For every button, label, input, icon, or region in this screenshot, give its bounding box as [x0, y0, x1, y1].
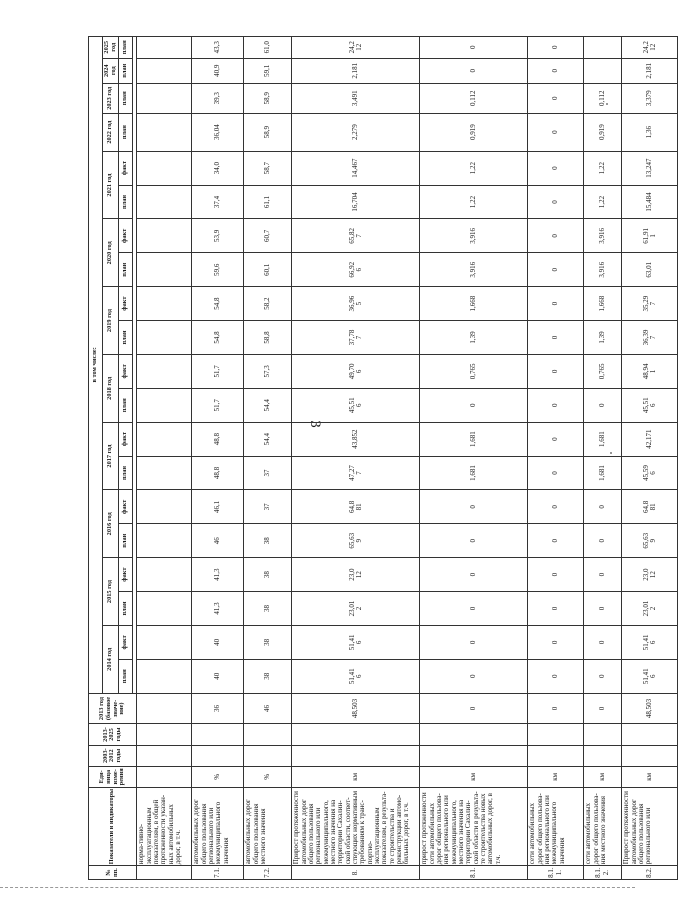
value-cell: 61,1 [244, 185, 292, 219]
row-number-cell: 8.1. [420, 866, 528, 880]
col-header-in-that-number: в том числе: [89, 37, 103, 694]
value-cell [584, 37, 622, 59]
value-cell: 66,92 6 [292, 253, 420, 287]
period-2003-2012-cell [622, 745, 678, 766]
year-header: 2016 год [103, 490, 119, 558]
value-cell: 59,1 [244, 58, 292, 83]
value-cell [137, 558, 192, 592]
value-cell: 38 [244, 659, 292, 693]
indicator-cell: норма-тивно-эксплуатационным показателям, в общей протяженности указан-ных автомобильных дорог, в т.ч. [137, 787, 192, 865]
value-cell: 13,247 [622, 151, 678, 185]
value-cell: 37,78 7 [292, 321, 420, 355]
value-cell: 35,29 7 [622, 287, 678, 321]
scan-speck [606, 103, 608, 105]
value-cell: 0 [420, 625, 528, 659]
value-cell: 16,704 [292, 185, 420, 219]
value-cell: 64,8 81 [292, 490, 420, 524]
row-number-cell: 8. [292, 866, 420, 880]
value-cell: 63,01 [622, 253, 678, 287]
table-row [137, 37, 192, 880]
value-cell: 40 [192, 625, 244, 659]
table-row [622, 37, 678, 880]
value-cell: 37,4 [192, 185, 244, 219]
value-cell: 60,7 [244, 219, 292, 253]
value-cell [137, 113, 192, 151]
value-cell: 0 [528, 321, 584, 355]
value-cell [137, 456, 192, 490]
period-2003-2012-cell [192, 745, 244, 766]
period-2003-2012-cell [244, 745, 292, 766]
value-cell: 14,467 [292, 151, 420, 185]
value-cell: 24,2 12 [622, 37, 678, 59]
plan-header: план [119, 456, 133, 490]
value-cell: 0 [584, 490, 622, 524]
period-2003-2012-cell [528, 745, 584, 766]
period-2003-2012-cell [420, 745, 528, 766]
value-cell: 42,171 [622, 422, 678, 456]
value-cell: 0 [528, 37, 584, 59]
unit-cell: км [420, 766, 528, 787]
value-cell: 0 [528, 659, 584, 693]
value-cell: 65,63 9 [292, 524, 420, 558]
value-cell: 3,916 [584, 253, 622, 287]
value-cell: 37 [244, 456, 292, 490]
value-cell: 3,379 [622, 83, 678, 113]
value-cell: 40 [192, 659, 244, 693]
value-cell: 54,4 [244, 422, 292, 456]
year-header: 2014 год [103, 625, 119, 693]
value-cell: 51,41 6 [622, 659, 678, 693]
value-cell [137, 58, 192, 83]
value-cell: 46,1 [192, 490, 244, 524]
scan-speck [610, 452, 612, 454]
value-cell: 2,181 [622, 58, 678, 83]
plan-header: план [119, 83, 133, 113]
value-cell: 39,3 [192, 83, 244, 113]
table-body [137, 37, 678, 880]
value-cell: 23,01 2 [292, 592, 420, 626]
indicator-cell: сети автомобильных дорог общего пользова-ния местного значения [584, 787, 622, 865]
value-cell: 0 [528, 253, 584, 287]
value-cell [137, 592, 192, 626]
value-cell: 41,3 [192, 592, 244, 626]
value-cell: 58,7 [244, 151, 292, 185]
plan-header: план [119, 253, 133, 287]
value-cell: 1,22 [420, 185, 528, 219]
year-header: 2021 год [103, 151, 119, 219]
fact-header: факт [119, 287, 133, 321]
base-2013-cell: 48,503 [622, 693, 678, 724]
indicator-cell: сети автомобильных дорог общего пользова-ния регионального или межмуниципального значения [528, 787, 584, 865]
base-2013-cell: 0 [584, 693, 622, 724]
value-cell: 0 [584, 625, 622, 659]
value-cell: 0 [528, 558, 584, 592]
value-cell: 51,41 6 [292, 625, 420, 659]
value-cell: 0,919 [584, 113, 622, 151]
value-cell [137, 253, 192, 287]
value-cell: 0 [528, 388, 584, 422]
value-cell: 49,70 6 [292, 354, 420, 388]
value-cell: 0 [420, 58, 528, 83]
row-number-cell: 7.1. [192, 866, 244, 880]
period-2013-2025-cell [528, 724, 584, 745]
unit-cell: % [192, 766, 244, 787]
plan-header: план [119, 321, 133, 355]
value-cell: 0 [528, 456, 584, 490]
value-cell [137, 354, 192, 388]
indicator-cell: Прирост протяженности автомобильных дорог общего пользования регионального или межмуниципального, местного значения на территории Сахалин-ской области, соответ-ствующих нормативным требованиям к транс-портно-эксплуатационным показателям, в результа-те строительства и реконструкции автомо-бильных дорог, в т.ч. [292, 787, 420, 865]
value-cell: 0 [528, 625, 584, 659]
value-cell: 1,22 [584, 151, 622, 185]
rotated-table-wrapper [88, 36, 657, 880]
value-cell: 0 [528, 592, 584, 626]
value-cell: 1,681 [584, 422, 622, 456]
value-cell: 65,63 9 [622, 524, 678, 558]
scan-edge-line [0, 887, 635, 888]
year-header: 2023 год [103, 83, 119, 113]
value-cell: 23,0 12 [622, 558, 678, 592]
value-cell: 61,0 [244, 37, 292, 59]
value-cell: 45,51 6 [292, 388, 420, 422]
value-cell [584, 58, 622, 83]
value-cell: 51,7 [192, 388, 244, 422]
plan-header: план [119, 58, 133, 83]
value-cell: 43,3 [192, 37, 244, 59]
value-cell [137, 422, 192, 456]
table-row [584, 37, 622, 880]
value-cell: 0,112 [420, 83, 528, 113]
value-cell: 2,279 [292, 113, 420, 151]
value-cell: 1,681 [420, 456, 528, 490]
value-cell: 1,681 [420, 422, 528, 456]
value-cell: 36,96 5 [292, 287, 420, 321]
value-cell: 1,22 [584, 185, 622, 219]
value-cell: 0 [420, 490, 528, 524]
row-number-cell: 7.2. [244, 866, 292, 880]
value-cell: 24,2 12 [292, 37, 420, 59]
fact-header: факт [119, 490, 133, 524]
plan-header: план [119, 592, 133, 626]
value-cell [137, 185, 192, 219]
indicator-cell: Прирост протяженности автомобильных дорог общего пользования регионального или [622, 787, 678, 865]
value-cell: 58,9 [244, 113, 292, 151]
value-cell: 46 [192, 524, 244, 558]
value-cell: 1,36 [622, 113, 678, 151]
period-2003-2012-cell [584, 745, 622, 766]
unit-cell: км [622, 766, 678, 787]
value-cell: 1,39 [584, 321, 622, 355]
value-cell: 40,9 [192, 58, 244, 83]
fact-header: факт [119, 354, 133, 388]
value-cell: 0 [528, 83, 584, 113]
value-cell: 53,9 [192, 219, 244, 253]
base-2013-cell: 0 [420, 693, 528, 724]
plan-header: план [119, 524, 133, 558]
value-cell: 3,916 [420, 253, 528, 287]
value-cell: 51,41 6 [292, 659, 420, 693]
value-cell: 0 [528, 490, 584, 524]
value-cell: 0,919 [420, 113, 528, 151]
value-cell: 36,04 [192, 113, 244, 151]
value-cell: 3,491 [292, 83, 420, 113]
period-2013-2025-cell [244, 724, 292, 745]
base-2013-cell: 36 [192, 693, 244, 724]
value-cell: 23,0 12 [292, 558, 420, 592]
value-cell: 23,01 2 [622, 592, 678, 626]
col-header-2013-base: 2013 год (базовое значе-ние) [89, 693, 137, 724]
plan-header: план [119, 185, 133, 219]
value-cell: 38 [244, 524, 292, 558]
unit-cell [137, 766, 192, 787]
value-cell: 0 [528, 287, 584, 321]
period-2013-2025-cell [420, 724, 528, 745]
col-header-2013-2025: 2013-2025 годы [89, 724, 137, 745]
plan-header: план [119, 37, 133, 59]
period-2013-2025-cell [622, 724, 678, 745]
value-cell: 2,181 [292, 58, 420, 83]
value-cell: 45,51 6 [622, 388, 678, 422]
value-cell: 0,765 [420, 354, 528, 388]
value-cell: 37 [244, 490, 292, 524]
period-2003-2012-cell [292, 745, 420, 766]
value-cell: 3,916 [584, 219, 622, 253]
value-cell: 58,9 [244, 83, 292, 113]
value-cell: 36,39 7 [622, 321, 678, 355]
table-row [292, 37, 420, 880]
value-cell: 45,59 6 [622, 456, 678, 490]
value-cell: 0 [420, 592, 528, 626]
value-cell: 58,2 [244, 287, 292, 321]
period-2003-2012-cell [137, 745, 192, 766]
value-cell: 38 [244, 592, 292, 626]
year-header: 2017 год [103, 422, 119, 490]
value-cell [137, 524, 192, 558]
period-2013-2025-cell [137, 724, 192, 745]
value-cell: 0,765 [584, 354, 622, 388]
year-header: 2018 год [103, 354, 119, 422]
year-header: 2022 год [103, 113, 119, 151]
value-cell: 0 [528, 219, 584, 253]
page-number: 3 [307, 420, 324, 428]
value-cell: 51,7 [192, 354, 244, 388]
value-cell: 38 [244, 625, 292, 659]
value-cell: 1,22 [420, 151, 528, 185]
value-cell [137, 37, 192, 59]
value-cell: 65,82 7 [292, 219, 420, 253]
fact-header: факт [119, 558, 133, 592]
value-cell: 54,4 [244, 388, 292, 422]
value-cell [137, 490, 192, 524]
value-cell: 64,8 81 [622, 490, 678, 524]
plan-header: план [119, 388, 133, 422]
value-cell: 0 [584, 659, 622, 693]
value-cell: 0 [528, 58, 584, 83]
value-cell: 58,8 [244, 321, 292, 355]
value-cell: 0 [528, 113, 584, 151]
value-cell: 34,0 [192, 151, 244, 185]
value-cell: 0 [420, 37, 528, 59]
indicator-cell: автомобильных дорог общего пользования регионального или межмуниципального значения [192, 787, 244, 865]
value-cell: 1,668 [420, 287, 528, 321]
fact-header: факт [119, 422, 133, 456]
value-cell: 0 [528, 151, 584, 185]
value-cell: 0 [584, 524, 622, 558]
value-cell: 59,6 [192, 253, 244, 287]
indicators-table [88, 36, 678, 880]
period-2013-2025-cell [584, 724, 622, 745]
value-cell [137, 287, 192, 321]
indicator-cell: прирост протяженности сети автомобильных дорог общего пользова-ния регионального или межмуниципального, местного значения на территории Сахалин-ской области в результа-те строительства новых автомобильных дорог, в т.ч. [420, 787, 528, 865]
value-cell: 0 [584, 592, 622, 626]
col-header-indicator: Показатели и индикаторы [89, 787, 137, 865]
year-header: 2025 год [103, 37, 119, 59]
value-cell: 38 [244, 558, 292, 592]
value-cell: 61,91 1 [622, 219, 678, 253]
year-header: 2020 год [103, 219, 119, 287]
plan-header: план [119, 659, 133, 693]
value-cell [137, 388, 192, 422]
value-cell: 0 [420, 558, 528, 592]
value-cell: 60,1 [244, 253, 292, 287]
value-cell: 3,916 [420, 219, 528, 253]
unit-cell: км [292, 766, 420, 787]
value-cell [137, 625, 192, 659]
value-cell: 0 [528, 524, 584, 558]
row-number-cell: 8.1. 2. [584, 866, 622, 880]
value-cell: 0 [528, 354, 584, 388]
value-cell: 41,3 [192, 558, 244, 592]
value-cell: 0 [528, 422, 584, 456]
value-cell: 0 [584, 558, 622, 592]
value-cell [137, 659, 192, 693]
value-cell: 0 [528, 185, 584, 219]
table-row [192, 37, 244, 880]
period-2013-2025-cell [192, 724, 244, 745]
value-cell: 0,112 [584, 83, 622, 113]
col-header-unit: Еди-ница изме-рения [89, 766, 137, 787]
col-header-no: № пп. [89, 866, 137, 880]
value-cell: 1,681 [584, 456, 622, 490]
indicator-cell: автомобильных дорог общего пользования местного значения [244, 787, 292, 865]
base-2013-cell [137, 693, 192, 724]
row-number-cell: 8.1. 1. [528, 866, 584, 880]
base-2013-cell: 46 [244, 693, 292, 724]
base-2013-cell: 48,503 [292, 693, 420, 724]
fact-header: факт [119, 151, 133, 185]
value-cell: 0 [420, 388, 528, 422]
unit-cell: % [244, 766, 292, 787]
table-row [420, 37, 528, 880]
col-header-2003-2012: 2003-2012 годы [89, 745, 137, 766]
value-cell: 57,3 [244, 354, 292, 388]
value-cell: 0 [420, 659, 528, 693]
value-cell: 43,852 [292, 422, 420, 456]
table-row [244, 37, 292, 880]
value-cell: 51,41 6 [622, 625, 678, 659]
value-cell: 1,668 [584, 287, 622, 321]
year-header: 2015 год [103, 558, 119, 626]
value-cell: 48,8 [192, 456, 244, 490]
fact-header: факт [119, 219, 133, 253]
value-cell: 47,27 7 [292, 456, 420, 490]
value-cell [137, 321, 192, 355]
table-row [528, 37, 584, 880]
unit-cell: км [528, 766, 584, 787]
row-number-cell [137, 866, 192, 880]
value-cell [137, 83, 192, 113]
value-cell: 15,484 [622, 185, 678, 219]
plan-header: план [119, 113, 133, 151]
value-cell: 48,8 [192, 422, 244, 456]
value-cell: 54,8 [192, 321, 244, 355]
value-cell [137, 219, 192, 253]
value-cell: 1,39 [420, 321, 528, 355]
value-cell: 48,94 1 [622, 354, 678, 388]
value-cell: 0 [584, 388, 622, 422]
value-cell [137, 151, 192, 185]
base-2013-cell: 0 [528, 693, 584, 724]
row-number-cell: 8.2. [622, 866, 678, 880]
fact-header: факт [119, 625, 133, 659]
year-header: 2019 год [103, 287, 119, 355]
value-cell: 0 [420, 524, 528, 558]
period-2013-2025-cell [292, 724, 420, 745]
value-cell: 54,8 [192, 287, 244, 321]
year-header: 2024 год [103, 58, 119, 83]
unit-cell: км [584, 766, 622, 787]
